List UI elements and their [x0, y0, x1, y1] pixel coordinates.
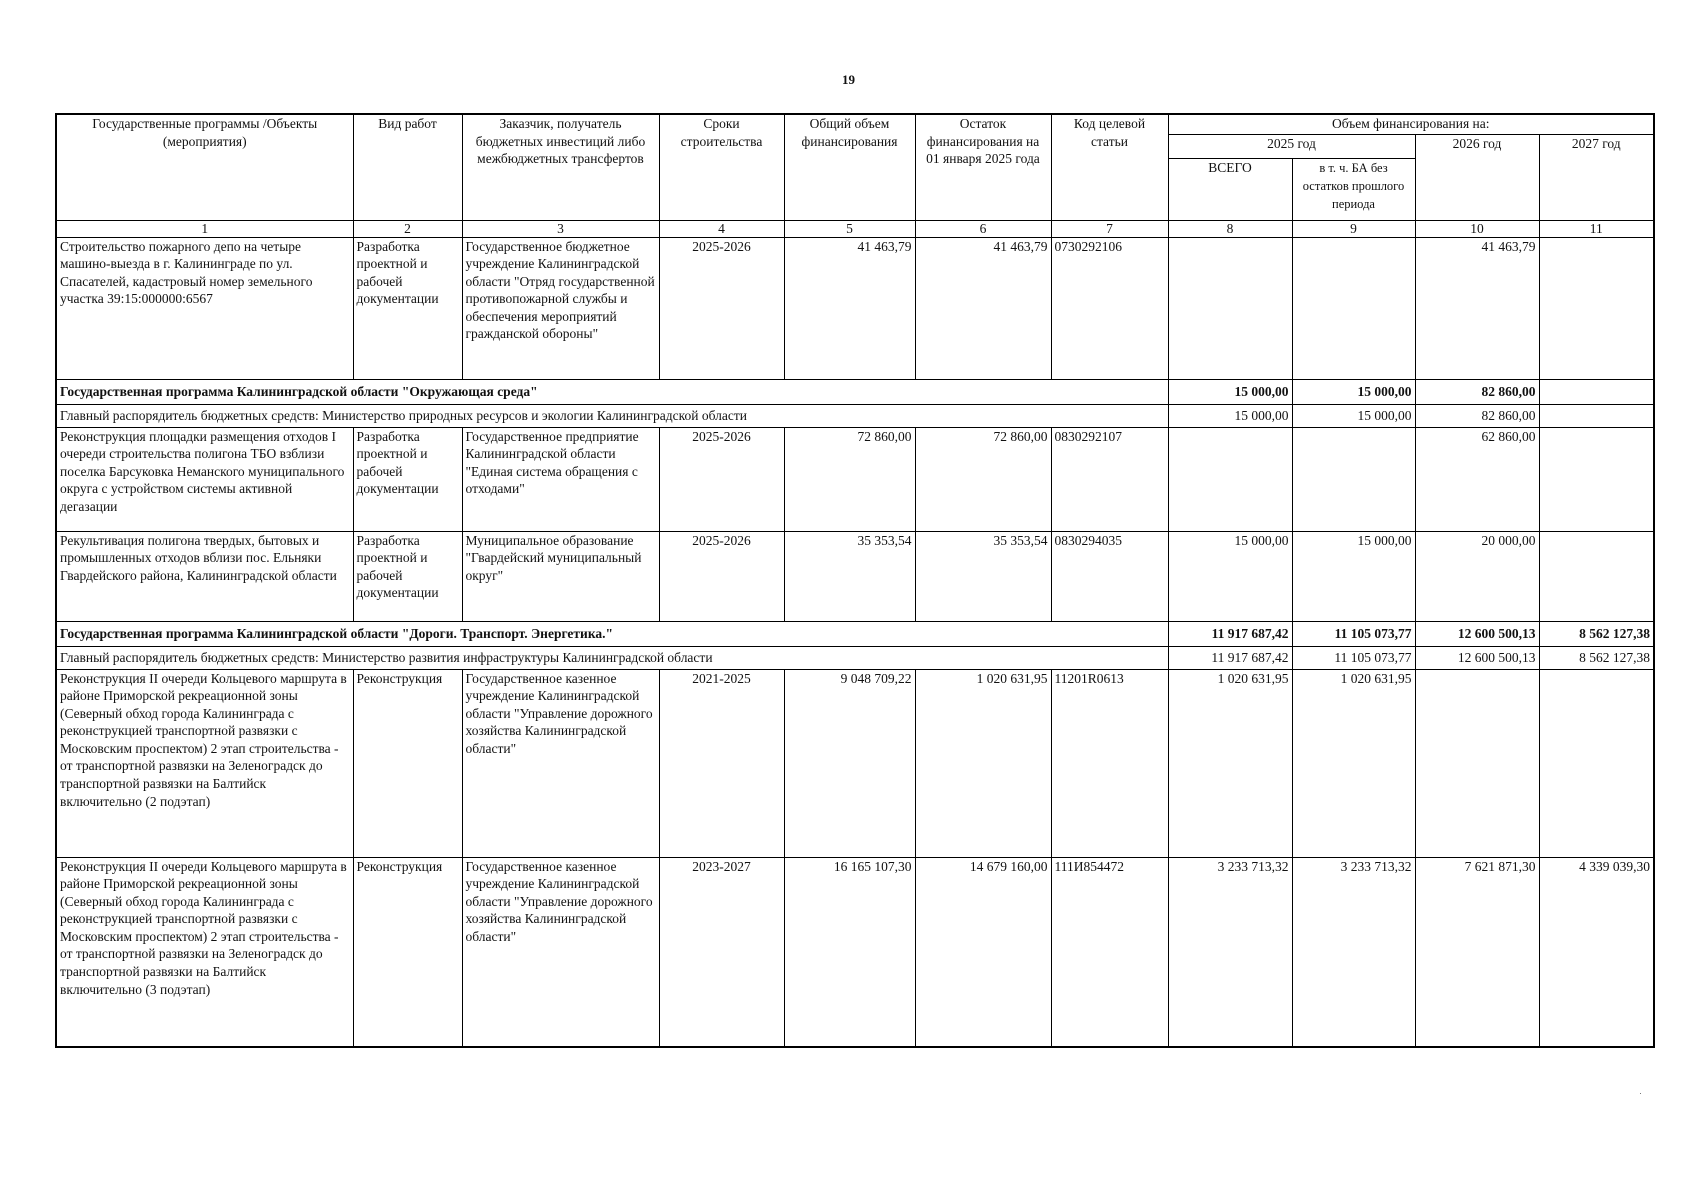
funding-2025-total: 15 000,00 — [1168, 379, 1292, 404]
funding-2027: 8 562 127,38 — [1539, 621, 1654, 646]
work-type: Разработка проектной и рабочей документации — [353, 427, 462, 531]
funding-2025-total: 1 020 631,95 — [1168, 669, 1292, 857]
remaining-financing: 72 860,00 — [915, 427, 1051, 531]
target-code: 0730292106 — [1051, 237, 1168, 379]
header-year-2026: 2026 год — [1415, 134, 1539, 220]
funding-2026: 41 463,79 — [1415, 237, 1539, 379]
funding-2027 — [1539, 379, 1654, 404]
remaining-financing: 35 353,54 — [915, 531, 1051, 621]
work-type: Разработка проектной и рабочей документации — [353, 531, 462, 621]
funding-2027: 4 339 039,30 — [1539, 857, 1654, 1047]
object-name: Реконструкция II очереди Кольцевого маршрута в районе Приморской рекреационной зоны (Северный обход города Калининграда с реконструкцией транспортной развязки с Московским проспектом) 2 этап строительства - от транспортной развязки на Зеленоградск до транспортной развязки на Балтийск включительно (3 подэтап) — [56, 857, 353, 1047]
work-type: Разработка проектной и рабочей документации — [353, 237, 462, 379]
funding-2026: 82 860,00 — [1415, 404, 1539, 427]
budget-manager-title: Главный распорядитель бюджетных средств: Министерство природных ресурсов и экологии Калининградской области — [56, 404, 1168, 427]
work-type: Реконструкция — [353, 669, 462, 857]
funding-2026: 12 600 500,13 — [1415, 621, 1539, 646]
table-row — [56, 669, 1654, 857]
header-total-financing: Общий объем финансирования — [784, 114, 915, 220]
funding-2026: 12 600 500,13 — [1415, 646, 1539, 669]
object-name: Реконструкция площадки размещения отходов I очереди строительства полигона ТБО взблизи поселка Барсуковка Неманского муниципального округа с устройством системы активной дегазации — [56, 427, 353, 531]
program-title: Государственная программа Калининградской области "Дороги. Транспорт. Энергетика." — [56, 621, 1168, 646]
header-customer: Заказчик, получатель бюджетных инвестиций либо межбюджетных трансфертов — [462, 114, 659, 220]
funding-2025-ba — [1292, 237, 1415, 379]
header-funding-volume: Объем финансирования на: — [1168, 114, 1654, 134]
column-number: 2 — [353, 220, 462, 237]
target-code: 0830292107 — [1051, 427, 1168, 531]
program-title: Государственная программа Калининградской области "Окружающая среда" — [56, 379, 1168, 404]
funding-2025-total: 11 917 687,42 — [1168, 621, 1292, 646]
page-number: 19 — [842, 72, 855, 87]
funding-2026: 20 000,00 — [1415, 531, 1539, 621]
target-code: 0830294035 — [1051, 531, 1168, 621]
funding-2025-ba: 11 105 073,77 — [1292, 646, 1415, 669]
period: 2025-2026 — [659, 531, 784, 621]
funding-2025-ba: 3 233 713,32 — [1292, 857, 1415, 1047]
header-2025-total: ВСЕГО — [1168, 158, 1292, 220]
funding-2027: 8 562 127,38 — [1539, 646, 1654, 669]
column-number: 3 — [462, 220, 659, 237]
header-work-type: Вид работ — [353, 114, 462, 220]
column-number: 4 — [659, 220, 784, 237]
period: 2023-2027 — [659, 857, 784, 1047]
financing-table — [55, 113, 1655, 1048]
funding-2025-total — [1168, 237, 1292, 379]
header-programs: Государственные программы /Объекты (мероприятия) — [56, 114, 353, 220]
column-number: 9 — [1292, 220, 1415, 237]
target-code: 11201R0613 — [1051, 669, 1168, 857]
column-number: 8 — [1168, 220, 1292, 237]
funding-2025-ba: 15 000,00 — [1292, 379, 1415, 404]
total-financing: 41 463,79 — [784, 237, 915, 379]
header-period: Сроки строительства — [659, 114, 784, 220]
target-code: 111И854472 — [1051, 857, 1168, 1047]
table-row — [56, 427, 1654, 531]
period: 2021-2025 — [659, 669, 784, 857]
customer: Государственное бюджетное учреждение Калининградской области "Отряд государственной противопожарной службы и обеспечения мероприятий гражданской обороны" — [462, 237, 659, 379]
total-financing: 35 353,54 — [784, 531, 915, 621]
object-name: Рекультивация полигона твердых, бытовых и промышленных отходов вблизи пос. Ельняки Гвардейского района, Калининградской области — [56, 531, 353, 621]
funding-2027 — [1539, 237, 1654, 379]
remaining-financing: 41 463,79 — [915, 237, 1051, 379]
column-number: 10 — [1415, 220, 1539, 237]
customer: Государственное казенное учреждение Калининградской области "Управление дорожного хозяйства Калининградской области" — [462, 669, 659, 857]
budget-manager-row — [56, 646, 1654, 669]
customer: Муниципальное образование "Гвардейский муниципальный округ" — [462, 531, 659, 621]
header-year-2025: 2025 год — [1168, 134, 1415, 158]
total-financing: 9 048 709,22 — [784, 669, 915, 857]
column-number: 7 — [1051, 220, 1168, 237]
table-row — [56, 531, 1654, 621]
period: 2025-2026 — [659, 427, 784, 531]
table-row — [56, 857, 1654, 1047]
funding-2025-total: 15 000,00 — [1168, 531, 1292, 621]
funding-2025-total: 15 000,00 — [1168, 404, 1292, 427]
work-type: Реконструкция — [353, 857, 462, 1047]
program-row — [56, 379, 1654, 404]
object-name: Строительство пожарного депо на четыре машино-выезда в г. Калининграде по ул. Спасателей, кадастровый номер земельного участка 39:15:000000:6567 — [56, 237, 353, 379]
budget-manager-title: Главный распорядитель бюджетных средств: Министерство развития инфраструктуры Калининградской области — [56, 646, 1168, 669]
object-name: Реконструкция II очереди Кольцевого маршрута в районе Приморской рекреационной зоны (Северный обход города Калининграда с реконструкцией транспортной развязки с Московским проспектом) 2 этап строительства - от транспортной развязки на Зеленоградск до транспортной развязки на Балтийск включительно (2 подэтап) — [56, 669, 353, 857]
total-financing: 16 165 107,30 — [784, 857, 915, 1047]
period: 2025-2026 — [659, 237, 784, 379]
funding-2025-total: 3 233 713,32 — [1168, 857, 1292, 1047]
remaining-financing: 1 020 631,95 — [915, 669, 1051, 857]
program-row — [56, 621, 1654, 646]
column-number: 11 — [1539, 220, 1654, 237]
column-number: 5 — [784, 220, 915, 237]
funding-2027 — [1539, 669, 1654, 857]
funding-2025-ba: 15 000,00 — [1292, 404, 1415, 427]
header-remaining-financing: Остаток финансирования на 01 января 2025 года — [915, 114, 1051, 220]
scan-speck — [1640, 1093, 1641, 1094]
table-row — [56, 237, 1654, 379]
funding-2026: 7 621 871,30 — [1415, 857, 1539, 1047]
total-financing: 72 860,00 — [784, 427, 915, 531]
funding-2027 — [1539, 531, 1654, 621]
header-2025-budget-allocation: в т. ч. БА без остатков прошлого периода — [1292, 158, 1415, 220]
funding-2026: 82 860,00 — [1415, 379, 1539, 404]
funding-2025-ba: 15 000,00 — [1292, 531, 1415, 621]
funding-2025-ba: 1 020 631,95 — [1292, 669, 1415, 857]
header-target-code: Код целевой статьи — [1051, 114, 1168, 220]
funding-2026: 62 860,00 — [1415, 427, 1539, 531]
funding-2025-total: 11 917 687,42 — [1168, 646, 1292, 669]
column-number: 6 — [915, 220, 1051, 237]
funding-2025-total — [1168, 427, 1292, 531]
remaining-financing: 14 679 160,00 — [915, 857, 1051, 1047]
funding-2027 — [1539, 404, 1654, 427]
column-numbers-row — [56, 220, 1654, 237]
header-year-2027: 2027 год — [1539, 134, 1654, 220]
funding-2026 — [1415, 669, 1539, 857]
column-number: 1 — [56, 220, 353, 237]
budget-manager-row — [56, 404, 1654, 427]
customer: Государственное казенное учреждение Калининградской области "Управление дорожного хозяйства Калининградской области" — [462, 857, 659, 1047]
funding-2025-ba: 11 105 073,77 — [1292, 621, 1415, 646]
customer: Государственное предприятие Калининградской области "Единая система обращения с отходами" — [462, 427, 659, 531]
funding-2027 — [1539, 427, 1654, 531]
funding-2025-ba — [1292, 427, 1415, 531]
